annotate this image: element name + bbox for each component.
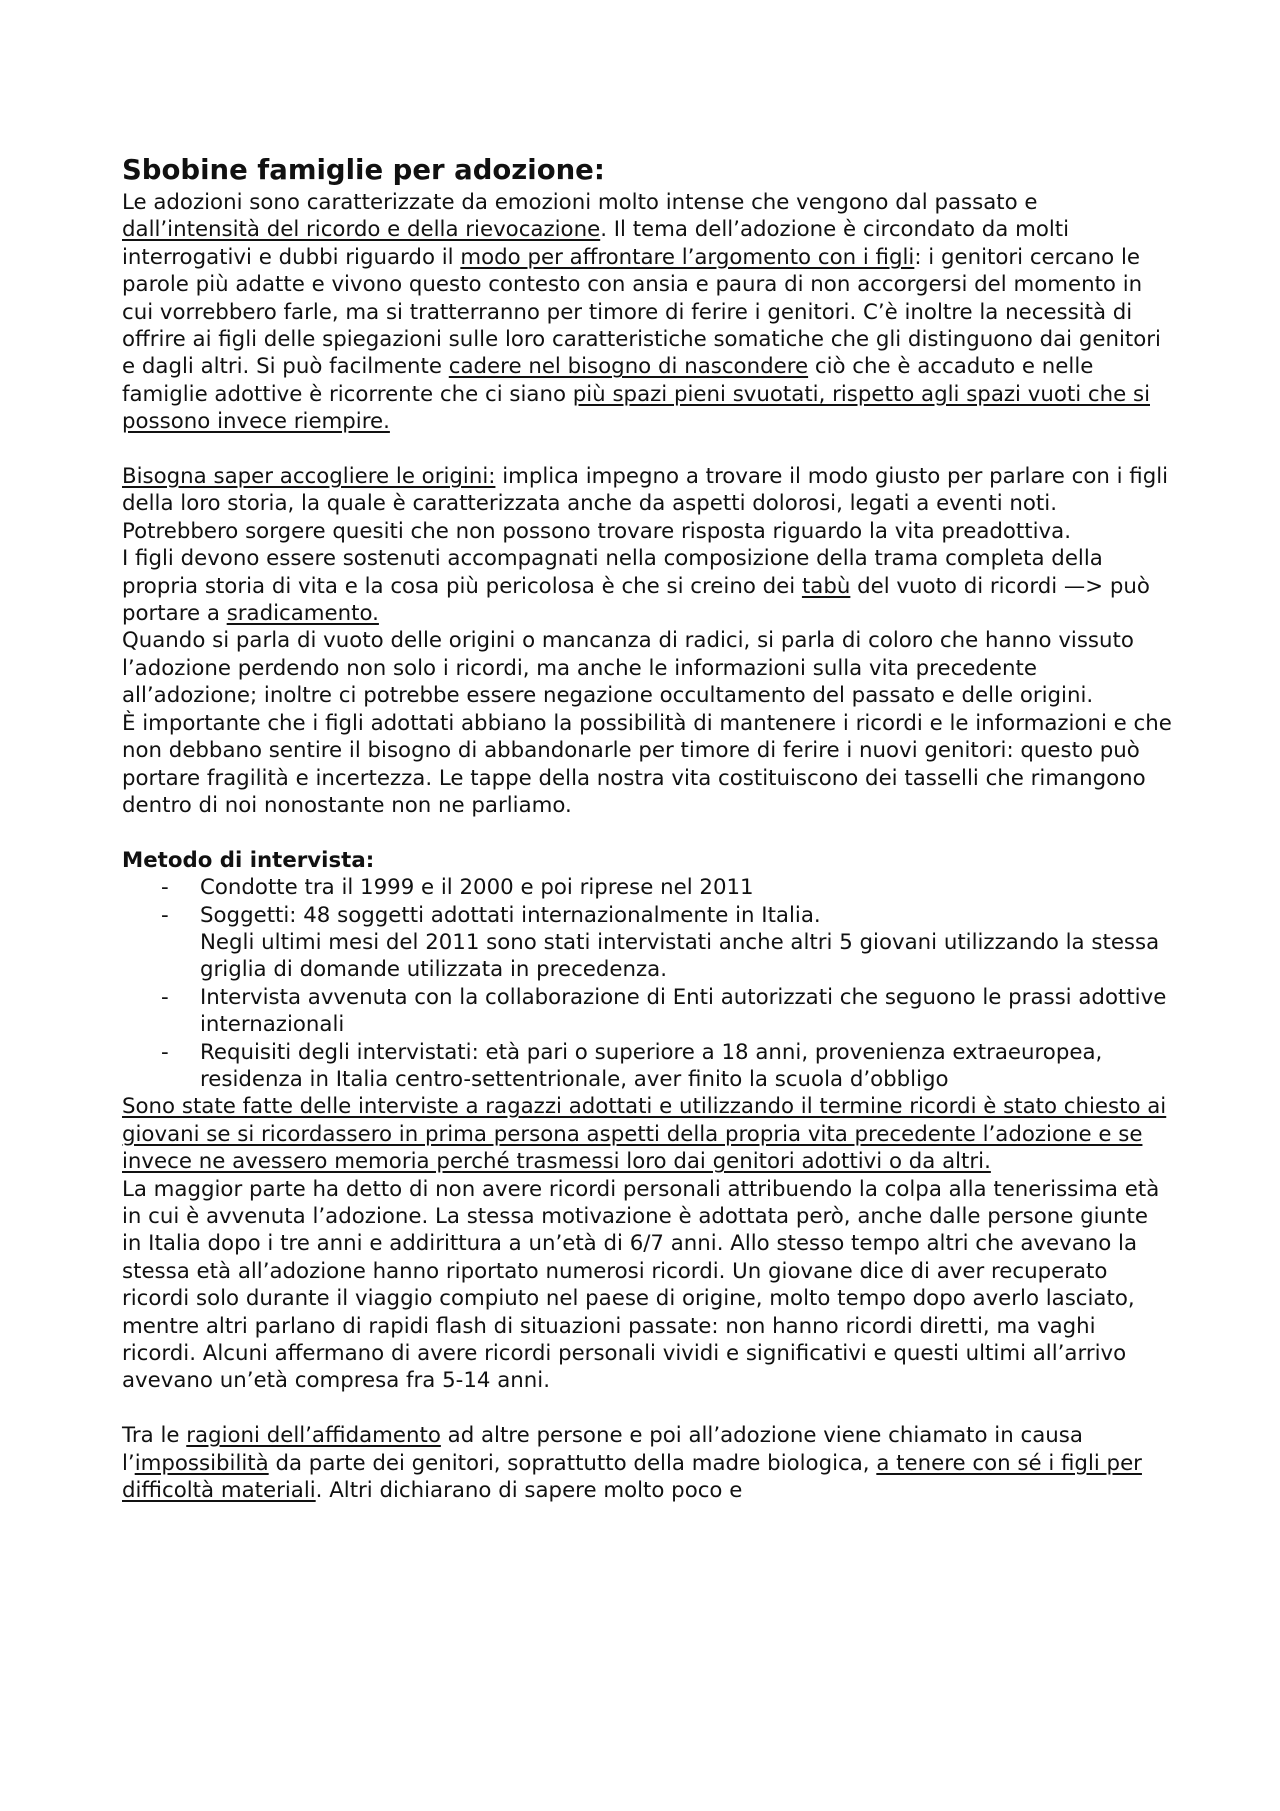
text-run: : i genitori cercano le parole più adatte e vivono questo contesto con ansia e paura di non accorgersi del momento in cui vorrebbero farle, ma si tratterranno per timore di ferire i genitori. C’è inoltre la necessità di offrire ai figli delle spiegazioni sulle loro caratteristiche somatiche che gli distinguono dai genitori e dagli altri. Si può facilmente <box>122 244 1161 380</box>
text-run: ad altre persone e poi all’adozione viene chiamato in causa l’ <box>122 1423 1083 1476</box>
underlined-text: cadere nel bisogno di nascondere <box>448 354 809 380</box>
underlined-text: Bisogna saper accogliere le origini: <box>122 464 496 490</box>
paragraph-findings: La maggior parte ha detto di non avere ricordi personali attribuendo la colpa alla tenerissima età in cui è avvenuta l’adozione. La stessa motivazione è adottata però, anche dalle persone giunte in Italia dopo i tre anni e addirittura a un’età di 6/7 anni. Allo stesso tempo altri che avevano la stessa età all’adozione hanno riportato numerosi ricordi. Un giovane dice di aver recuperato ricordi solo durante il viaggio compiuto nel paese di origine, molto tempo dopo averlo lasciato, mentre altri parlano di rapidi flash di situazioni passate: non hanno ricordi diretti, ma vaghi ricordi. Alcuni affermano di avere ricordi personali vividi e significativi e questi ultimi all’arrivo avevano un’età compresa fra 5-14 anni. <box>122 1176 1160 1394</box>
text-run: I figli devono essere sostenuti accompagnati nella composizione della trama completa della propria storia di vita e la cosa più pericolosa è che si creino dei <box>122 546 1103 599</box>
list-item <box>122 902 1172 984</box>
paragraph-interviews: Sono state fatte delle interviste a ragazzi adottati e utilizzando il termine ricordi è stato chiesto ai giovani se si ricordassero in prima persona aspetti della propria vita precedente l’adozione e se invece ne avessero memoria perché trasmessi loro dai genitori adottivi o da altri. <box>122 1094 1167 1175</box>
bullet-dash: - <box>161 902 169 928</box>
list-item <box>122 984 1172 1039</box>
document-body <box>122 152 1172 1504</box>
paragraph-gap <box>122 1395 1172 1422</box>
underlined-text: ragioni dell’affidamento <box>186 1423 441 1449</box>
paragraph-gap <box>122 819 1172 846</box>
method-list <box>122 874 1172 1093</box>
list-item <box>122 1039 1172 1094</box>
underlined-text: sradicamento. <box>226 601 379 627</box>
underlined-text: modo per affrontare l’argomento con i figli <box>460 244 915 270</box>
list-item-extra-text: Negli ultimi mesi del 2011 sono stati intervistati anche altri 5 giovani utilizzando la stessa griglia di domande utilizzata in precedenza. <box>200 929 1160 983</box>
text-run: Le adozioni sono caratterizzate da emozioni molto intense che vengono dal passato e <box>122 190 1038 215</box>
list-item-text: Soggetti: 48 soggetti adottati internazionalmente in Italia. <box>200 902 821 928</box>
bullet-dash: - <box>161 875 169 901</box>
paragraph-importance: È importante che i figli adottati abbiano la possibilità di mantenere i ricordi e le informazioni e che non debbano sentire il bisogno di abbandonarle per timore di ferire i nuovi genitori: questo può portare fragilità e incertezza. Le tappe della nostra vita costituiscono dei tasselli che rimangono dentro di noi nonostante non ne parliamo. <box>122 710 1172 818</box>
text-run: Tra le <box>122 1423 187 1449</box>
text-run: . Altri dichiarano di sapere molto poco e <box>315 1478 743 1504</box>
text-run: implica impegno a trovare il modo giusto per parlare con i figli della loro storia, la quale è caratterizzata anche da aspetti dolorosi, legati a eventi noti. Potrebbero sorgere quesiti che non possono trovare risposta riguardo la vita preadottiva. <box>122 464 1169 544</box>
underlined-text: impossibilità <box>134 1450 269 1476</box>
text-run: del vuoto di ricordi —> può portare a <box>122 573 1150 627</box>
paragraph-origins <box>122 463 1172 545</box>
underlined-text: tabù <box>801 573 851 599</box>
paragraph-taboo <box>122 545 1172 627</box>
paragraph-intro <box>122 189 1172 436</box>
page-title: Sbobine famiglie per adozione: <box>122 154 605 186</box>
underlined-text: a tenere con sé i figli per difficoltà materiali <box>122 1450 1142 1504</box>
bullet-dash: - <box>161 1039 169 1065</box>
method-heading: Metodo di intervista: <box>122 847 375 873</box>
underlined-text: più spazi pieni svuotati, rispetto agli spazi vuoti che si possono invece riempire. <box>122 381 1150 435</box>
paragraph-void-of-origins: Quando si parla di vuoto delle origini o mancanza di radici, si parla di coloro che hanno vissuto l’adozione perdendo non solo i ricordi, ma anche le informazioni sulla vita precedente all’adozione; inoltre ci potrebbe essere negazione occultamento del passato e delle origini. <box>122 628 1134 709</box>
list-item-text: Requisiti degli intervistati: età pari o superiore a 18 anni, provenienza extraeuropea, residenza in Italia centro-settentrionale, aver finito la scuola d’obbligo <box>200 1039 1103 1092</box>
paragraph-gap <box>122 436 1172 463</box>
list-item-text: Intervista avvenuta con la collaborazione di Enti autorizzati che seguono le prassi adottive internazionali <box>200 984 1167 1038</box>
list-item-text: Condotte tra il 1999 e il 2000 e poi riprese nel 2011 <box>200 875 754 901</box>
list-item <box>122 874 1172 901</box>
paragraph-reasons <box>122 1422 1172 1504</box>
text-run: da parte dei genitori, soprattutto della madre biologica, <box>268 1450 877 1476</box>
text-run: ciò che è accaduto e nelle famiglie adottive è ricorrente che ci siano <box>122 354 1094 407</box>
underlined-text: dall’intensità del ricordo e della rievocazione <box>122 217 601 243</box>
bullet-dash: - <box>161 984 169 1010</box>
text-run: . Il tema dell’adozione è circondato da molti interrogativi e dubbi riguardo il <box>122 217 1070 270</box>
